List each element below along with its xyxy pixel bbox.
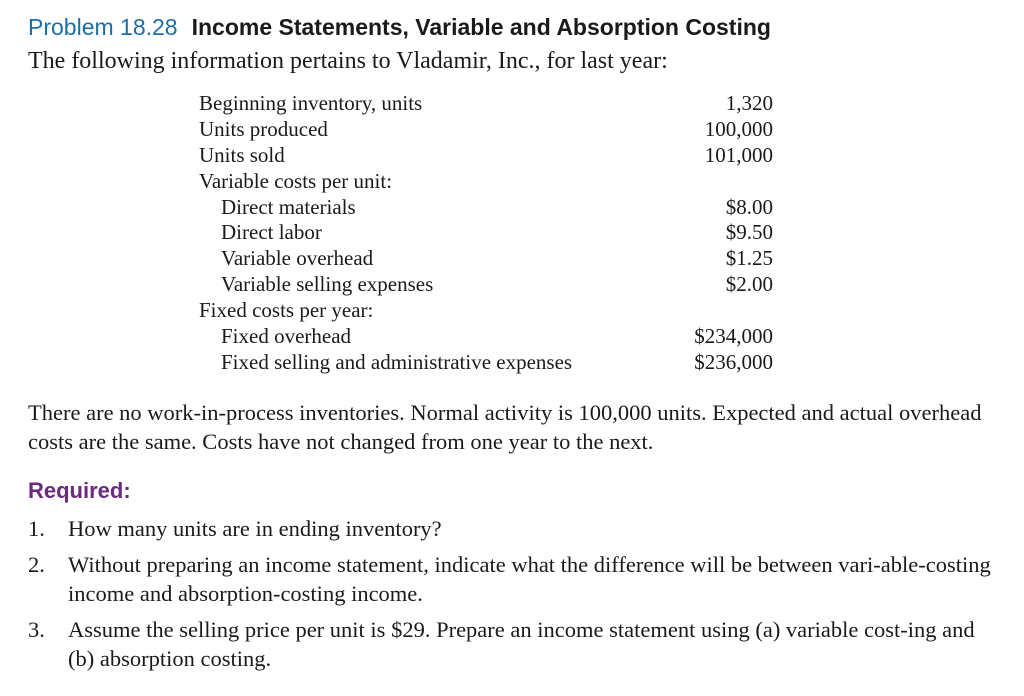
row-value: 100,000 xyxy=(704,116,773,141)
table-row xyxy=(199,246,773,272)
row-value: $234,000 xyxy=(694,324,773,349)
table-row xyxy=(199,324,773,350)
row-value: $9.50 xyxy=(725,220,773,245)
question-text: How many units are in ending inventory? xyxy=(68,516,442,541)
table-row xyxy=(199,143,773,169)
data-table xyxy=(199,91,773,376)
row-label: Units sold xyxy=(199,142,285,167)
table-row xyxy=(199,117,773,143)
problem-title: Income Statements, Variable and Absorption Costing xyxy=(191,14,771,40)
row-label: Fixed selling and administrative expenses xyxy=(221,349,573,374)
question-number: 1. xyxy=(28,516,45,541)
table-row xyxy=(199,91,773,117)
question-item xyxy=(28,550,998,608)
table-row xyxy=(199,220,773,246)
row-label: Direct labor xyxy=(221,220,322,245)
problem-number: Problem 18.28 xyxy=(28,14,178,40)
row-value: $1.25 xyxy=(725,246,773,271)
table-row xyxy=(199,195,773,221)
required-heading: Required: xyxy=(28,478,131,503)
row-label: Units produced xyxy=(199,116,328,141)
row-value: 101,000 xyxy=(704,142,773,167)
question-item xyxy=(28,514,998,543)
intro-text: The following information pertains to Vladamir, Inc., for last year: xyxy=(28,48,668,74)
table-row xyxy=(199,350,773,376)
problem-heading xyxy=(28,14,771,41)
question-text: Without preparing an income statement, indicate what the difference will be between vari-able-costing income and absorption-costing income. xyxy=(68,552,991,606)
row-value: $2.00 xyxy=(725,272,773,297)
row-value: 1,320 xyxy=(725,91,773,115)
assumptions-paragraph: There are no work-in-process inventories. Normal activity is 100,000 units. Expected and actual overhead costs are the same. Costs have not changed from one year to the next. xyxy=(28,400,982,454)
question-number: 3. xyxy=(28,617,45,642)
table-row xyxy=(199,272,773,298)
section-label: Fixed costs per year: xyxy=(199,298,374,323)
row-value: $236,000 xyxy=(694,349,773,374)
row-label: Variable overhead xyxy=(221,246,374,271)
table-row-section-header xyxy=(199,169,773,195)
question-text: Assume the selling price per unit is $29. Prepare an income statement using (a) variable cost-ing and (b) absorption costing. xyxy=(68,617,975,671)
section-label: Variable costs per unit: xyxy=(199,168,393,193)
row-label: Beginning inventory, units xyxy=(199,91,423,115)
question-item xyxy=(28,615,998,673)
row-label: Direct materials xyxy=(221,194,356,219)
question-number: 2. xyxy=(28,552,45,577)
table-row-section-header xyxy=(199,298,773,324)
row-label: Fixed overhead xyxy=(221,324,352,349)
row-value: $8.00 xyxy=(725,194,773,219)
row-label: Variable selling expenses xyxy=(221,272,434,297)
